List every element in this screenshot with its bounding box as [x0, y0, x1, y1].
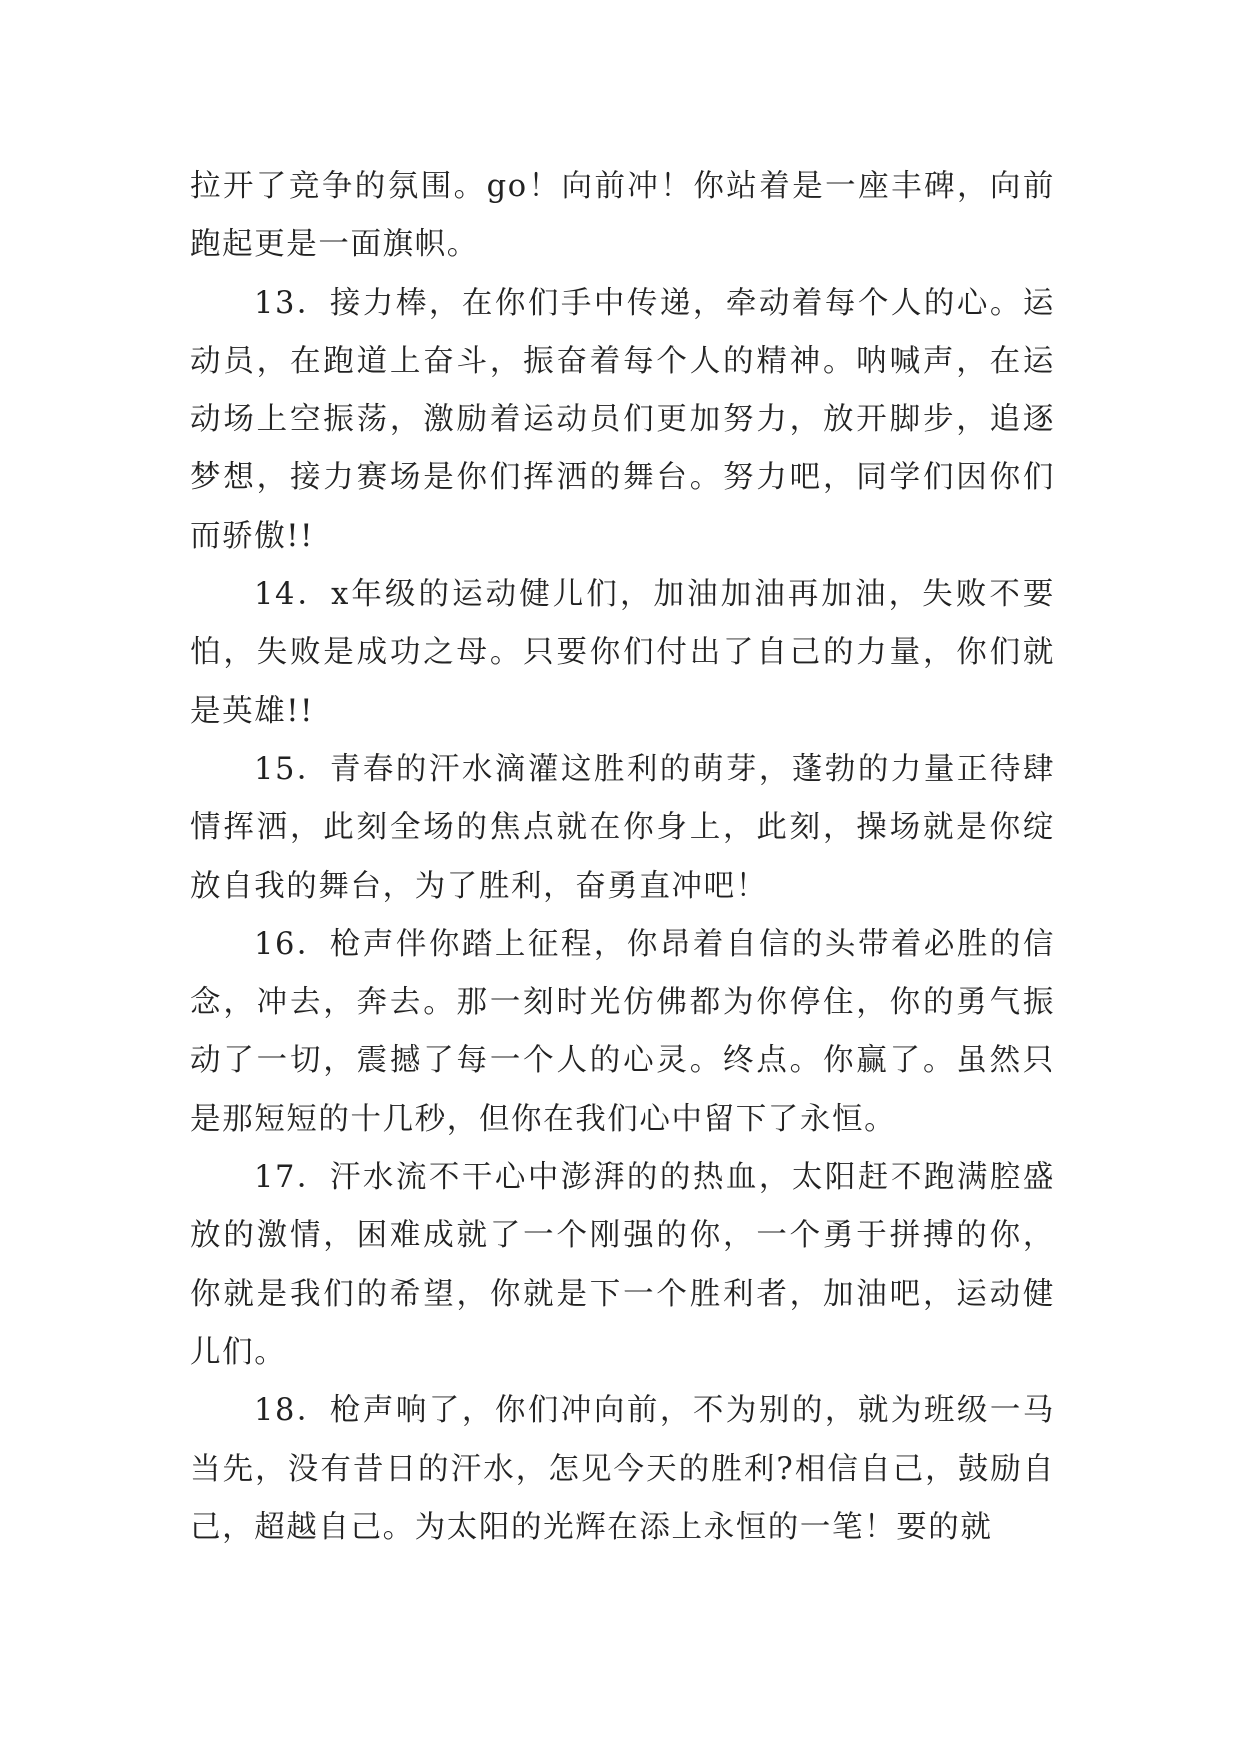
paragraph-15: 15．青春的汗水滴灌这胜利的萌芽，蓬勃的力量正待肆情挥洒，此刻全场的焦点就在你身上，此刻，操场就是你绽放自我的舞台，为了胜利，奋勇直冲吧！: [190, 751, 1055, 904]
document-body: [190, 158, 1055, 1557]
paragraph-13: 13．接力棒，在你们手中传递，牵动着每个人的心。运动员，在跑道上奋斗，振奋着每个人的精神。呐喊声，在运动场上空振荡，激励着运动员们更加努力，放开脚步，追逐梦想，接力赛场是你们挥洒的舞台。努力吧，同学们因你们而骄傲!!: [190, 285, 1055, 554]
paragraph-continuation: 拉开了竞争的氛围。go！向前冲！你站着是一座丰碑，向前跑起更是一面旗帜。: [190, 169, 1055, 263]
paragraph-18: 18．枪声响了，你们冲向前，不为别的，就为班级一马当先，没有昔日的汗水，怎见今天的胜利?相信自己，鼓励自己，超越自己。为太阳的光辉在添上永恒的一笔！要的就: [190, 1393, 1055, 1545]
paragraph-16: 16．枪声伴你踏上征程，你昂着自信的头带着必胜的信念，冲去，奔去。那一刻时光仿佛都为你停住，你的勇气振动了一切，震撼了每一个人的心灵。终点。你赢了。虽然只是那短短的十几秒，但你在我们心中留下了永恒。: [190, 926, 1055, 1137]
paragraph-17: 17．汗水流不干心中澎湃的的热血，太阳赶不跑满腔盛放的激情，困难成就了一个刚强的你，一个勇于拼搏的你，你就是我们的希望，你就是下一个胜利者，加油吧，运动健儿们。: [190, 1160, 1055, 1370]
paragraph-14: 14．x年级的运动健儿们，加油加油再加油，失败不要怕，失败是成功之母。只要你们付出了自己的力量，你们就是英雄!!: [190, 577, 1055, 729]
